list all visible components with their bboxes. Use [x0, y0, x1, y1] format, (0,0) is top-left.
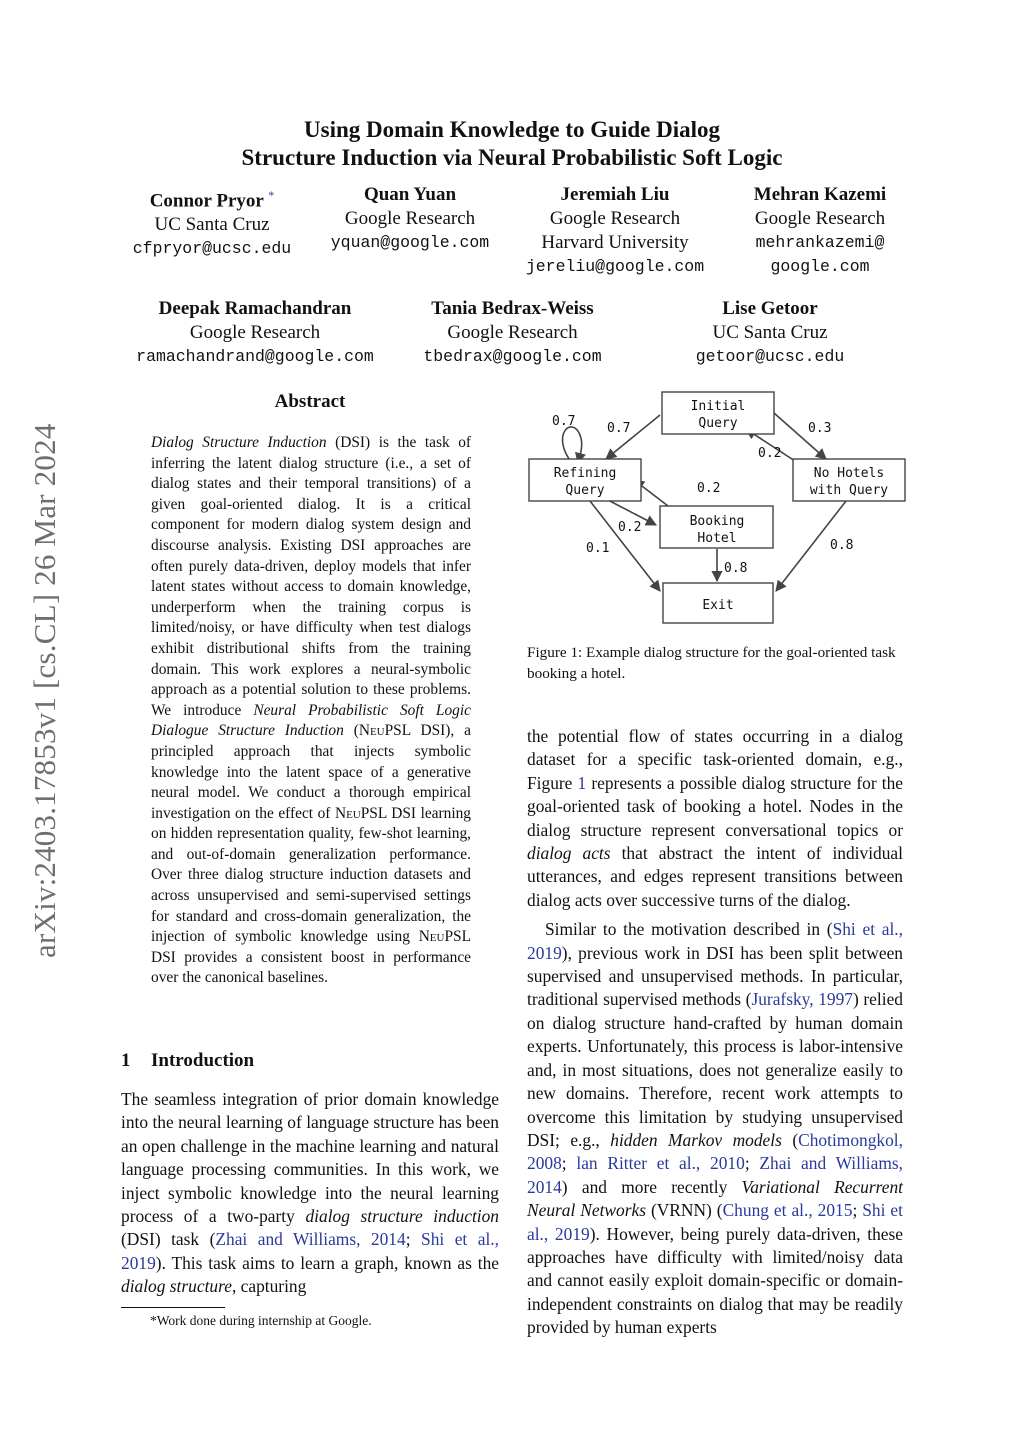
- author-email: yquan@google.com: [330, 233, 490, 252]
- edge-self-refining: [562, 427, 581, 463]
- edge-label: 0.7: [607, 421, 631, 436]
- author-affiliation: UC Santa Cruz: [712, 322, 828, 343]
- author-block: [120, 297, 390, 369]
- footnote: *Work done during internship at Google.: [150, 1313, 372, 1328]
- citation-link[interactable]: Zhai and Williams, 2014: [527, 1153, 903, 1197]
- citation-link[interactable]: Shi et al., 2019: [121, 1229, 499, 1273]
- author-affiliation: Google Research: [447, 322, 578, 343]
- author-name: Jeremiah Liu: [560, 184, 670, 205]
- author-block: [310, 183, 510, 255]
- node-label: Initial: [690, 399, 746, 414]
- intro-paragraph: The seamless integration of prior domain knowledge into the neural learning of language structure has been an open challenge in the machine learning and natural language processing communities. In this work, we inject symbolic knowledge into the neural learning process of a two-party dialog structure induction (DSI) task (Zhai and Williams, 2014; Shi et al., 2019). This task aims to learn a graph, known as the dialog structure, capturing: [121, 1089, 499, 1297]
- node-label: Hotel: [697, 531, 737, 546]
- node-label: with Query: [809, 483, 889, 498]
- author-email: getoor@ucsc.edu: [695, 347, 845, 366]
- author-block: [670, 297, 870, 369]
- edge-label: 0.2: [758, 446, 782, 461]
- edge-label: 0.2: [697, 481, 721, 496]
- author-affiliation: Google Research: [344, 208, 476, 229]
- title-line-2: Structure Induction via Neural Probabilistic Soft Logic: [241, 145, 783, 170]
- author-name: Lise Getoor: [722, 298, 818, 319]
- edge-label: 0.3: [808, 421, 832, 436]
- figure-ref-link[interactable]: 1: [577, 772, 587, 793]
- author-name: Connor Pryor *: [149, 188, 275, 212]
- author-name: Mehran Kazemi: [753, 184, 887, 205]
- author-block: [720, 183, 920, 279]
- paper-title: [0, 116, 1024, 172]
- node-label: Query: [698, 416, 738, 431]
- citation-link[interactable]: Shi et al., 2019: [527, 1200, 903, 1244]
- edge-label: 0.8: [724, 561, 748, 576]
- arxiv-stamp: arXiv:2403.17853v1 [cs.CL] 26 Mar 2024: [27, 423, 62, 958]
- citation-link[interactable]: lan Ritter et al., 2010: [576, 1153, 745, 1174]
- node-label: No Hotels: [813, 466, 885, 481]
- abstract-body: Dialog Structure Induction (DSI) is the task of inferring the latent dialog structure (i.e., a set of dialog states and their temporal transitions) of a given goal-oriented dialog. It is a critical component for modern dialog system design and discourse analysis. Existing DSI approaches are often purely data-driven, deploy models that infer latent states without access to domain knowledge, underperform when the training corpus is limited/noisy, or have difficulty when test dialogs exhibit distributional shifts from the training domain. This work explores a neural-symbolic approach as a potential solution to these problems. We introduce Neural Probabilistic Soft Logic Dialogue Structure Induction (NeuPSL DSI), a principled approach that injects symbolic knowledge into the latent space of a generative neural model. We conduct a thorough empirical investigation on the effect of NeuPSL DSI learning on hidden representation quality, few-shot learning, and out-of-domain generalization performance. Over three dialog structure induction datasets and across unsupervised and semi-supervised settings for standard and cross-domain generalization, the injection of symbolic knowledge using NeuPSL DSI provides a consistent boost in performance over the canonical baselines.: [151, 434, 472, 987]
- edge-label: 0.7: [552, 414, 576, 429]
- section-heading: 1 Introduction: [121, 1050, 255, 1071]
- author-name: Tania Bedrax-Weiss: [431, 298, 594, 319]
- author-name: Quan Yuan: [363, 184, 457, 205]
- author-email-cont: google.com: [770, 257, 870, 276]
- edge-label: 0.1: [586, 541, 610, 556]
- figure-caption: Figure 1: Example dialog structure for the goal-oriented task booking a hotel.: [527, 644, 896, 682]
- author-email: ramachandrand@google.com: [136, 347, 374, 366]
- author-email: jereliu@google.com: [525, 257, 705, 276]
- author-name: Deepak Ramachandran: [158, 298, 352, 319]
- author-block: [405, 297, 620, 369]
- author-block: [510, 183, 720, 279]
- abstract-heading: Abstract: [274, 391, 346, 412]
- node-label: Refining: [553, 466, 617, 481]
- footnote-marker[interactable]: *: [268, 188, 275, 202]
- node-label: Exit: [702, 598, 734, 613]
- author-affiliation: Google Research: [754, 208, 886, 229]
- citation-link[interactable]: Jurafsky, 1997: [751, 989, 853, 1010]
- title-line-1: Using Domain Knowledge to Guide Dialog: [304, 117, 720, 142]
- edge-label: 0.2: [618, 520, 642, 535]
- author-email: tbedrax@google.com: [423, 347, 602, 366]
- node-label: Query: [565, 483, 605, 498]
- citation-link[interactable]: Chotimongkol, 2008: [527, 1129, 903, 1174]
- author-affiliation-2: Harvard University: [541, 232, 689, 253]
- right-column: [527, 725, 903, 1340]
- author-affiliation: Google Research: [189, 322, 321, 343]
- author-affiliation: UC Santa Cruz: [154, 214, 270, 236]
- author-email: mehrankazemi@: [755, 233, 885, 252]
- footnote-rule: [121, 1307, 225, 1308]
- citation-link[interactable]: Zhai and Williams, 2014: [215, 1229, 406, 1250]
- author-block: [112, 183, 312, 261]
- node-label: Booking: [689, 514, 745, 529]
- author-email: cfpryor@ucsc.edu: [132, 239, 292, 259]
- citation-link[interactable]: Chung et al., 2015: [722, 1200, 853, 1221]
- edge-label: 0.8: [830, 538, 854, 553]
- dialog-structure-figure: [520, 385, 920, 635]
- paragraph: Similar to the motivation described in (Shi et al., 2019), previous work in DSI has been split between supervised and unsupervised methods. In particular, traditional supervised methods (Jurafsky, 1997) relied on dialog structure hand-crafted by human domain experts. Unfortunately, this process is labor-intensive and, in most situations, does not generalize easily to new domains. Therefore, recent work attempts to overcome this limitation by studying unsupervised DSI; e.g., hidden Markov models (Chotimongkol, 2008; lan Ritter et al., 2010; Zhai and Williams, 2014) and more recently Variational Recurrent Neural Networks (VRNN) (Chung et al., 2015; Shi et al., 2019). However, being purely data-driven, these approaches have difficulty with limited/noisy data and cannot easily exploit domain-specific or domain-independent constraints on dialog that may be readily provided by human experts: [527, 919, 904, 1338]
- paragraph: the potential flow of states occurring in a dialog dataset for a specific task-oriented domain, e.g., Figure 1 represents a possible dialog structure for the goal-oriented task of booking a hotel. Nodes in the dialog structure represent conversational topics or dialog acts that abstract the intent of individual utterances, and edges represent transitions between dialog acts over successive turns of the dialog.: [527, 726, 903, 910]
- author-affiliation: Google Research: [549, 208, 681, 229]
- citation-link[interactable]: Shi et al., 2019: [527, 919, 903, 963]
